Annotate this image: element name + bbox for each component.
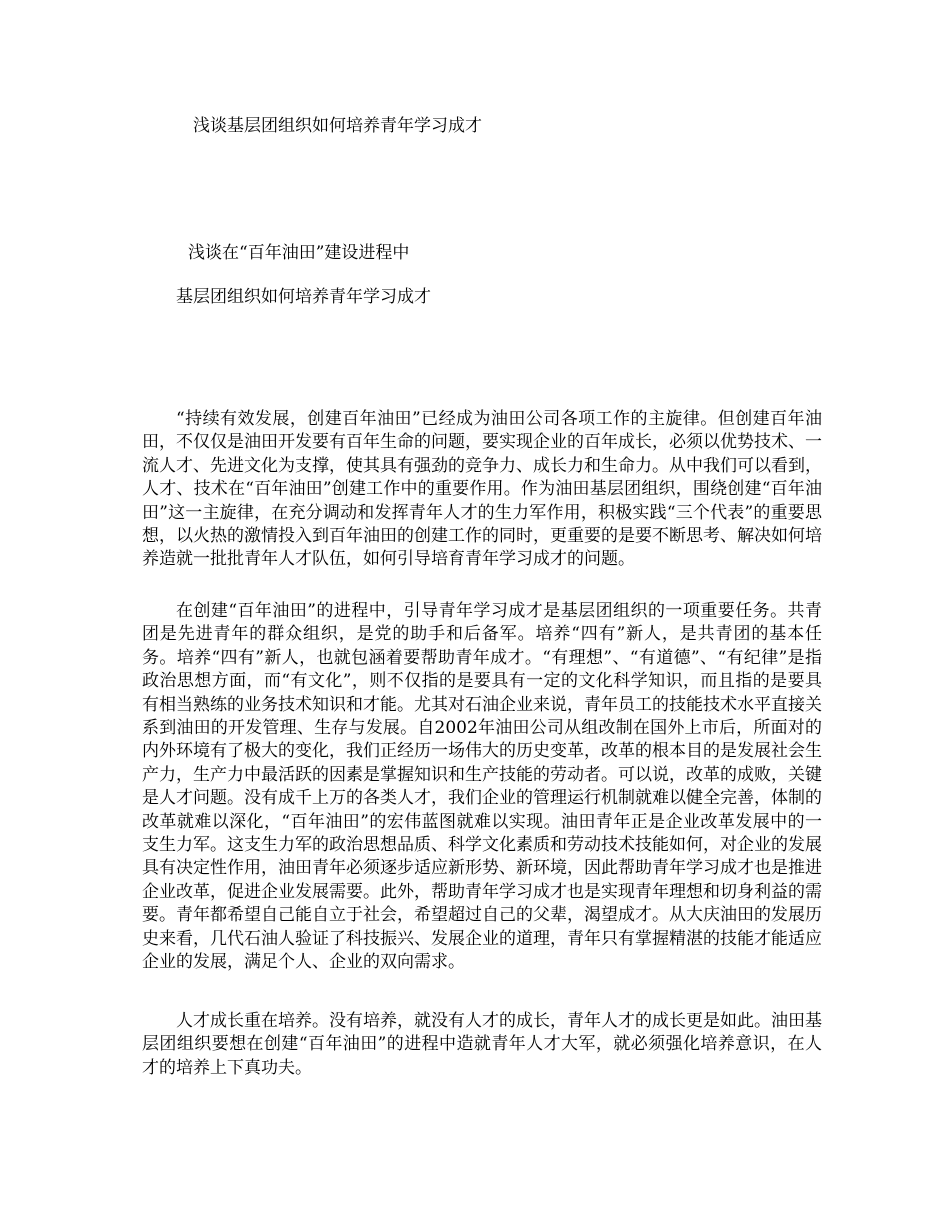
body-paragraph-2: 在创建“百年油田”的进程中，引导青年学习成才是基层团组织的一项重要任务。共青团是先进青年的群众组织，是党的助手和后备军。培养“四有”新人，是共青团的基本任务。培养“四有”新人，也就包涵着要帮助青年成才。“有理想”、“有道德”、“有纪律”是指政治思想方面，而“有文化”，则不仅指的是要具有一定的文化科学知识，而且指的是要具有相当熟练的业务技术知识和才能。尤其对石油企业来说，青年员工的技能技术水平直接关系到油田的开发管理、生存与发展。自2002年油田公司从组改制在国外上市后，所面对的内外环境有了极大的变化，我们正经历一场伟大的历史变革，改革的根本目的是发展社会生产力，生产力中最活跃的因素是掌握知识和生产技能的劳动者。可以说，改革的成败，关键是人才问题。没有成千上万的各类人才，我们企业的管理运行机制就难以健全完善，体制的改革就难以深化，“百年油田”的宏伟蓝图就难以实现。油田青年正是企业改革发展中的一支生力军。这支生力军的政治思想品质、科学文化素质和劳动技术技能如何，对企业的发展具有决定性作用，油田青年必须逐步适应新形势、新环境，因此帮助青年学习成才也是推进企业改革，促进企业发展需要。此外，帮助青年学习成才也是实现青年理想和切身利益的需要。青年都希望自己能自立于社会，希望超过自己的父辈，渴望成才。从大庆油田的发展历史来看，几代石油人验证了科技振兴、发展企业的道理，青年只有掌握精湛的技能才能适应企业的发展，满足个人、企业的双向需求。 <box>142 601 822 973</box>
subtitle-line-1: 浅谈在“百年油田”建设进程中 <box>188 243 410 263</box>
document-title: 浅谈基层团组织如何培养青年学习成才 <box>193 116 482 136</box>
body-paragraph-1: “持续有效发展，创建百年油田”已经成为油田公司各项工作的主旋律。但创建百年油田，不仅仅是油田开发要有百年生命的问题，要实现企业的百年成长，必须以优势技术、一流人才、先进文化为支撑，使其具有强劲的竞争力、成长力和生命力。从中我们可以看到，人才、技术在“百年油田”创建工作中的重要作用。作为油田基层团组织，围绕创建“百年油田”这一主旋律，在充分调动和发挥青年人才的生力军作用，积极实践“三个代表”的重要思想，以火热的激情投入到百年油田的创建工作的同时，更重要的是要不断思考、解决如何培养造就一批批青年人才队伍，如何引导培育青年学习成才的问题。 <box>142 409 822 570</box>
subtitle-line-2: 基层团组织如何培养青年学习成才 <box>176 287 431 307</box>
body-paragraph-3: 人才成长重在培养。没有培养，就没有人才的成长，青年人才的成长更是如此。油田基层团组织要想在创建“百年油田”的进程中造就青年人才大军，就必须强化培养意识，在人才的培养上下真功夫。 <box>142 1011 822 1078</box>
